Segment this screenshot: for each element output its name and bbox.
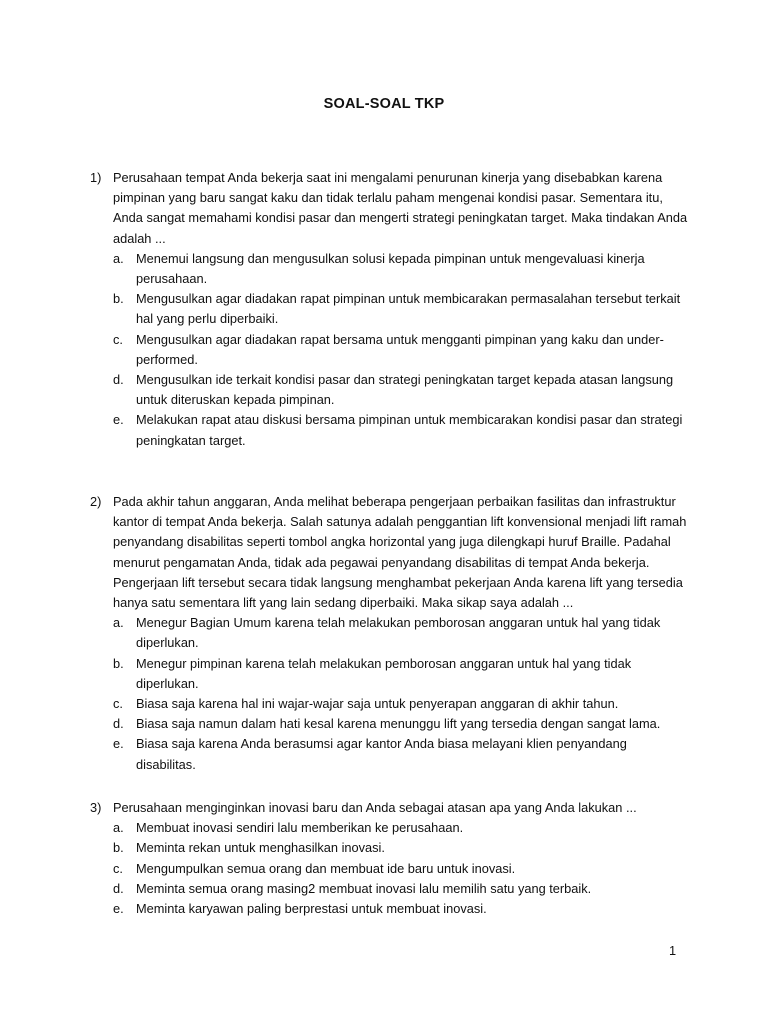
option-c: [90, 330, 690, 370]
option-letter: c.: [113, 860, 123, 876]
option-text: Mengumpulkan semua orang dan membuat ide baru untuk inovasi.: [136, 860, 516, 876]
option-a: [90, 613, 690, 653]
option-list: [90, 249, 690, 451]
option-list: [90, 613, 690, 775]
page-number: 1: [669, 943, 677, 958]
option-text: Mengusulkan agar diadakan rapat pimpinan untuk membicarakan permasalahan tersebut terkait hal yang perlu diperbaiki.: [136, 291, 681, 327]
option-letter: a.: [113, 615, 124, 631]
option-c: [90, 694, 690, 714]
option-text: Menegur pimpinan karena telah melakukan pemborosan anggaran untuk hal yang tidak diperlukan.: [136, 655, 632, 691]
option-text: Menemui langsung dan mengusulkan solusi kepada pimpinan untuk mengevaluasi kinerja perusahaan.: [136, 250, 645, 287]
option-b: [90, 289, 690, 329]
option-text: Meminta semua orang masing2 membuat inovasi lalu memilih satu yang terbaik.: [136, 880, 592, 896]
option-letter: c.: [113, 331, 123, 347]
option-e: [90, 410, 690, 450]
option-letter: a.: [113, 250, 124, 266]
option-a: [90, 249, 690, 289]
option-letter: b.: [113, 840, 124, 856]
option-e: [90, 734, 690, 774]
option-text: Meminta karyawan paling berprestasi untuk membuat inovasi.: [136, 901, 487, 917]
question-3: [90, 798, 690, 919]
question-text: Pada akhir tahun anggaran, Anda melihat beberapa pengerjaan perbaikan fasilitas dan infrastruktur kantor di tempat Anda bekerja. Salah satunya adalah penggantian lift konvensional menjadi lift ramah penyandang disabilitas seperti tombol angka horizontal yang juga dilengkapi huruf Braille. Padahal menurut pengamatan Anda, tidak ada pegawai penyandang disabilitas di tempat Anda bekerja. Pengerjaan lift tersebut secara tidak langsung menghambat pekerjaan Anda karena lift yang tersedia hanya satu sementara lift yang lain sedang diperbaiki. Maka sikap saya adalah ...: [113, 494, 687, 611]
option-c: [90, 859, 690, 879]
option-d: [90, 370, 690, 410]
question-stem: [90, 492, 690, 613]
option-letter: c.: [113, 696, 123, 712]
option-text: Mengusulkan ide terkait kondisi pasar dan strategi peningkatan target kepada atasan langsung untuk diteruskan kepada pimpinan.: [136, 372, 674, 408]
document-title: SOAL-SOAL TKP: [323, 96, 445, 112]
question-number: 1): [90, 170, 102, 185]
option-letter: d.: [113, 880, 124, 896]
option-d: [90, 879, 690, 899]
question-2: [90, 492, 690, 775]
question-text: Perusahaan tempat Anda bekerja saat ini mengalami penurunan kinerja yang disebabkan karena pimpinan yang baru sangat kaku dan tidak terlalu paham mengenai kondisi pasar. Sementara itu, Anda sangat memahami kondisi pasar dan mengerti strategi peningkatan target. Maka tindakan Anda adalah ...: [113, 170, 688, 246]
question-number: 2): [90, 494, 102, 509]
option-b: [90, 838, 690, 858]
option-list: [90, 818, 690, 919]
question-stem: [90, 168, 690, 249]
option-b: [90, 654, 690, 694]
option-text: Biasa saja namun dalam hati kesal karena menunggu lift yang tersedia dengan sangat lama.: [136, 716, 661, 732]
option-letter: e.: [113, 736, 124, 752]
option-d: [90, 714, 690, 734]
option-letter: b.: [113, 291, 124, 307]
option-text: Biasa saja karena hal ini wajar-wajar saja untuk penyerapan anggaran di akhir tahun.: [136, 696, 619, 712]
option-text: Biasa saja karena Anda berasumsi agar kantor Anda biasa melayani klien penyandang disabilitas.: [136, 736, 627, 772]
question-number: 3): [90, 800, 102, 815]
option-letter: d.: [113, 716, 124, 732]
option-letter: e.: [113, 901, 124, 917]
option-a: [90, 818, 690, 838]
option-letter: a.: [113, 820, 124, 836]
option-text: Meminta rekan untuk menghasilkan inovasi.: [136, 840, 385, 856]
option-text: Melakukan rapat atau diskusi bersama pimpinan untuk membicarakan kondisi pasar dan strategi peningkatan target.: [136, 412, 683, 448]
option-letter: b.: [113, 655, 124, 671]
option-letter: d.: [113, 372, 124, 388]
question-1: [90, 168, 690, 451]
option-text: Menegur Bagian Umum karena telah melakukan pemborosan anggaran untuk hal yang tidak diperlukan.: [136, 615, 661, 651]
question-text: Perusahaan menginginkan inovasi baru dan Anda sebagai atasan apa yang Anda lakukan ...: [113, 800, 637, 815]
option-text: Membuat inovasi sendiri lalu memberikan ke perusahaan.: [136, 820, 464, 836]
option-text: Mengusulkan agar diadakan rapat bersama untuk mengganti pimpinan yang kaku dan under-performed.: [136, 331, 664, 367]
question-stem: [90, 798, 690, 818]
option-letter: e.: [113, 412, 124, 428]
option-e: [90, 899, 690, 919]
